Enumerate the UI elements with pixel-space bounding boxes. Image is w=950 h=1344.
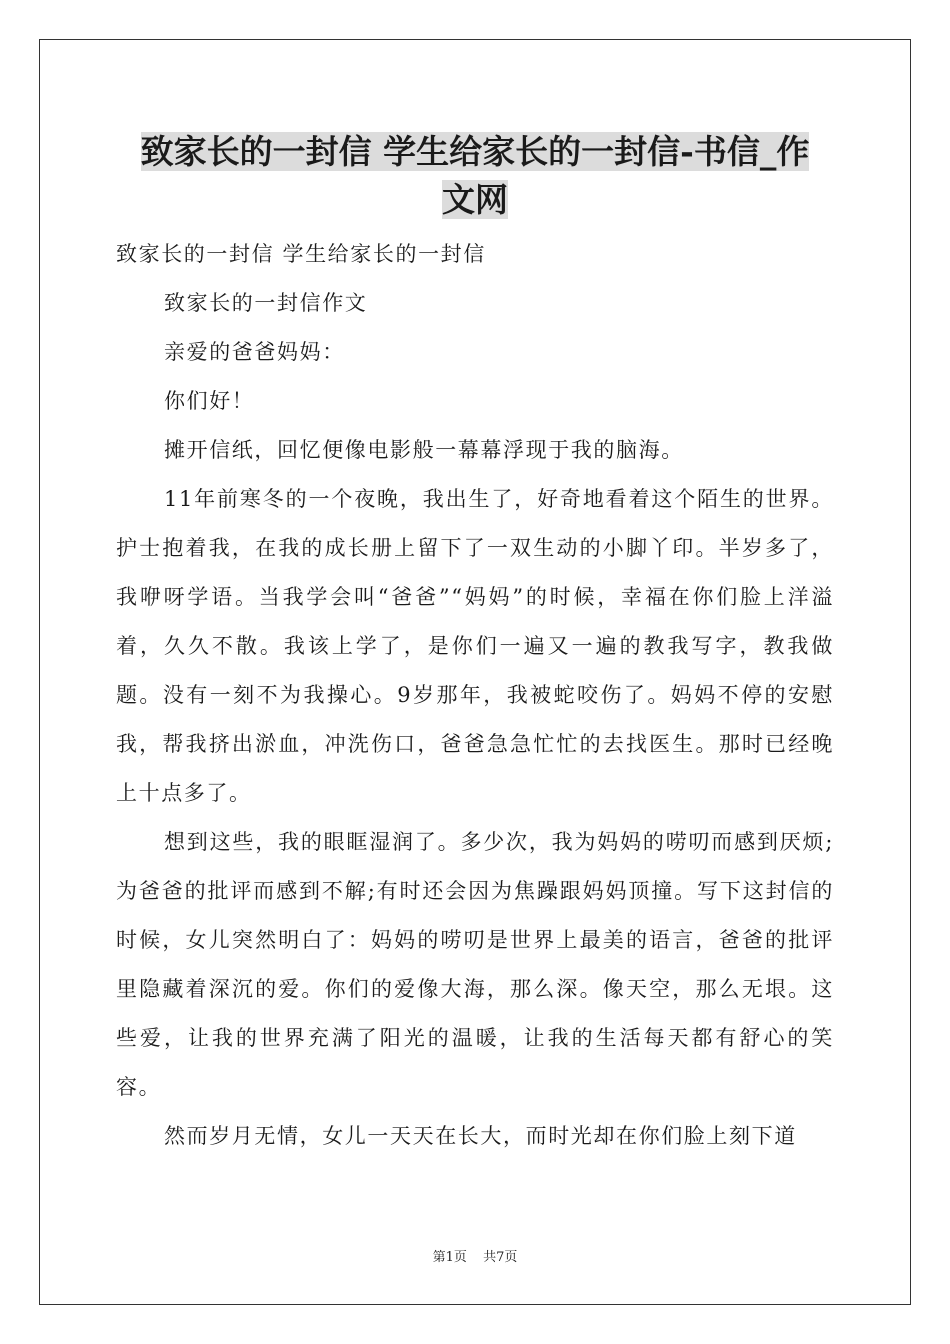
paragraph: 11年前寒冬的一个夜晚，我出生了，好奇地看着这个陌生的世界。护士抱着我，在我的成长册上留下了一双生动的小脚丫印。半岁多了，我咿呀学语。当我学会叫“爸爸”“妈妈”的时候，幸福在你们脸上洋溢着，久久不散。我该上学了，是你们一遍又一遍的教我写字，教我做题。没有一刻不为我操心。9岁那年，我被蛇咬伤了。妈妈不停的安慰我，帮我挤出淤血，冲洗伤口，爸爸急急忙忙的去找医生。那时已经晚上十点多了。: [116, 487, 834, 805]
document-title: [100, 128, 850, 224]
paragraph: 致家长的一封信作文: [164, 291, 368, 315]
paragraph: 你们好！: [164, 389, 255, 413]
subtitle: 致家长的一封信 学生给家长的一封信: [116, 242, 486, 266]
document-body: [116, 230, 834, 1161]
title-line-2: 文网: [442, 180, 508, 219]
paragraph: 想到这些，我的眼眶湿润了。多少次，我为妈妈的唠叨而感到厌烦;为爸爸的批评而感到不解;有时还会因为焦躁跟妈妈顶撞。写下这封信的时候，女儿突然明白了：妈妈的唠叨是世界上最美的语言，爸爸的批评里隐藏着深沉的爱。你们的爱像大海，那么深。像天空，那么无垠。这些爱，让我的世界充满了阳光的温暖，让我的生活每天都有舒心的笑容。: [116, 830, 834, 1099]
page-number: 第1页: [432, 1250, 467, 1265]
title-line-1: 致家长的一封信 学生给家长的一封信-书信_作: [140, 132, 810, 171]
paragraph: 亲爱的爸爸妈妈：: [164, 340, 345, 364]
page-total: 共7页: [483, 1250, 518, 1265]
paragraph: 然而岁月无情，女儿一天天在长大，而时光却在你们脸上刻下道: [164, 1124, 797, 1148]
paragraph: 摊开信纸，回忆便像电影般一幕幕浮现于我的脑海。: [164, 438, 684, 462]
page-footer: [0, 1246, 950, 1265]
